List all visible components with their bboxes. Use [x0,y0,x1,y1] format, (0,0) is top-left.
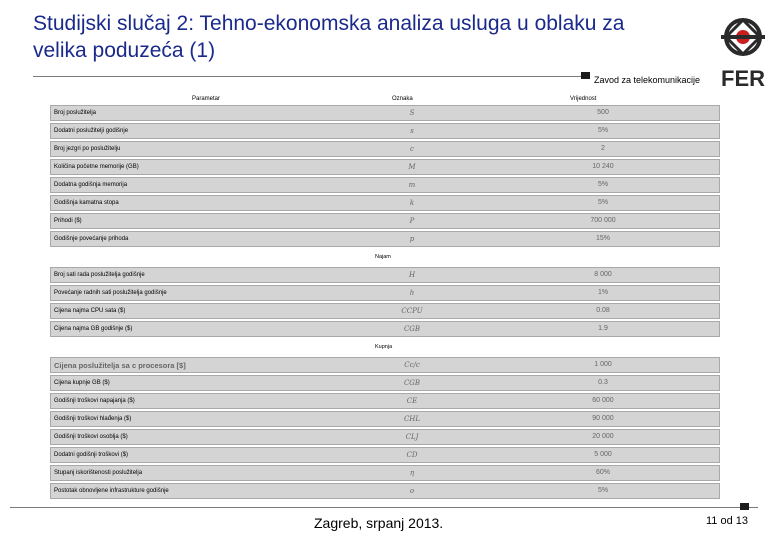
row-value: 5% [597,127,609,134]
row-symbol: M [408,163,416,171]
row-value: 1.9 [598,325,608,332]
header-parameter: Parametar [192,96,221,102]
row-parameter: Godišnji troškovi osoblja ($) [54,434,128,440]
row-parameter: Povećanje radnih sati poslužitelja godišnje [54,290,167,296]
row-value: 1 000 [594,361,612,368]
row-parameter: Cijena najma CPU sata ($) [54,308,126,314]
row-parameter: Godišnje povećanje prihoda [54,236,129,242]
row-parameter: Dodatni godišnji troškovi ($) [54,452,129,458]
row-parameter: Dodatna godišnja memorija [54,182,128,188]
row-value: 20 000 [592,433,614,440]
table-row [50,303,720,319]
row-symbol: o [409,487,415,495]
row-parameter: Cijena kupnje GB ($) [54,380,110,386]
row-symbol: h [409,289,415,297]
row-parameter: Godišnja kamatna stopa [54,200,119,206]
parameter-table [50,93,720,501]
department-label: Zavod za telekomunikacije [594,75,701,85]
row-parameter: Količina početne memorije (GB) [54,164,139,170]
slide-title: Studijski slučaj 2: Tehno-ekonomska analiza usluga u oblaku za velika poduzeća (1) [33,12,625,62]
table-row [50,267,720,283]
row-symbol: η [409,469,415,477]
row-symbol: S [409,109,415,117]
fer-logo-text: FER [721,66,765,91]
row-symbol: CLJ [405,433,419,441]
row-value: 60 000 [592,397,614,404]
row-parameter: Godišnji troškovi napajanja ($) [54,398,135,404]
table-row [50,447,720,463]
row-value: 60% [595,469,610,476]
row-symbol: p [409,235,415,243]
fer-logo [718,14,768,96]
row-parameter: Prihodi ($) [54,218,82,224]
header-value: Vrijednost [570,96,597,102]
row-parameter: Broj sati rada poslužitelja godišnje [54,272,145,278]
header-symbol: Oznaka [392,96,413,102]
header-divider-mark [581,72,590,79]
row-value: 15% [595,235,610,242]
row-symbol: s [410,127,414,135]
row-symbol: m [408,181,416,189]
row-parameter: Postotak obnovljene infrastrukture godišnje [54,488,169,494]
footer-location: Zagreb, srpanj 2013. [314,515,444,531]
row-symbol: CGB [403,325,421,333]
row-value: 0.08 [596,307,610,314]
row-parameter: Dodatni poslužitelji godišnje [54,128,129,134]
section-najam: Najam [375,254,391,260]
table-row [50,231,720,247]
footer-divider-mark [740,503,749,510]
row-value: 0.3 [598,379,608,386]
row-value: 5% [597,181,609,188]
table-row [50,195,720,211]
row-symbol: c [410,145,414,153]
row-symbol: CHL [403,415,421,423]
header-divider [33,76,581,77]
fer-emblem-icon [721,20,765,54]
row-symbol: CE [406,397,418,405]
row-parameter: Godišnji troškovi hlađenja ($) [54,416,132,422]
table-row [50,159,720,175]
row-value: 5 000 [594,451,612,458]
table-row [50,123,720,139]
row-value: 500 [597,109,609,116]
row-symbol: CD [406,451,418,459]
table-row [50,105,720,121]
row-symbol: k [409,199,415,207]
row-value: 1% [597,289,609,296]
table-row [50,411,720,427]
row-symbol: CGB [403,379,421,387]
row-symbol: Cc/c [404,361,420,369]
row-value: 10 240 [592,163,614,170]
row-parameter: Broj jezgri po poslužitelju [54,146,121,152]
table-row [50,321,720,337]
table-row [50,141,720,157]
table-row [50,483,720,499]
table-row [50,213,720,229]
row-parameter: Cijena najma GB godišnje ($) [54,326,133,332]
table-row [50,285,720,301]
table-row [50,393,720,409]
table-row [50,429,720,445]
table-header [50,93,720,105]
table-row [50,357,720,373]
row-value: 2 [601,145,605,152]
page-number: 11 od 13 [706,515,749,527]
row-value: 5% [597,199,609,206]
row-symbol: CCPU [401,307,423,315]
row-value: 700 000 [590,217,616,224]
table-row [50,177,720,193]
table-row [50,375,720,391]
row-value: 8 000 [594,271,612,278]
row-parameter: Broj poslužitelja [54,110,97,116]
row-symbol: H [408,271,416,279]
row-value: 5% [597,487,609,494]
row-parameter: Cijena poslužitelja sa c procesora [$] [54,361,186,370]
row-value: 90 000 [592,415,614,422]
section-kupnja: Kupnja [375,344,393,350]
footer-divider [10,507,758,508]
table-row [50,465,720,481]
row-symbol: P [409,217,415,225]
row-parameter: Stupanj iskorištenosti poslužitelja [54,470,143,476]
